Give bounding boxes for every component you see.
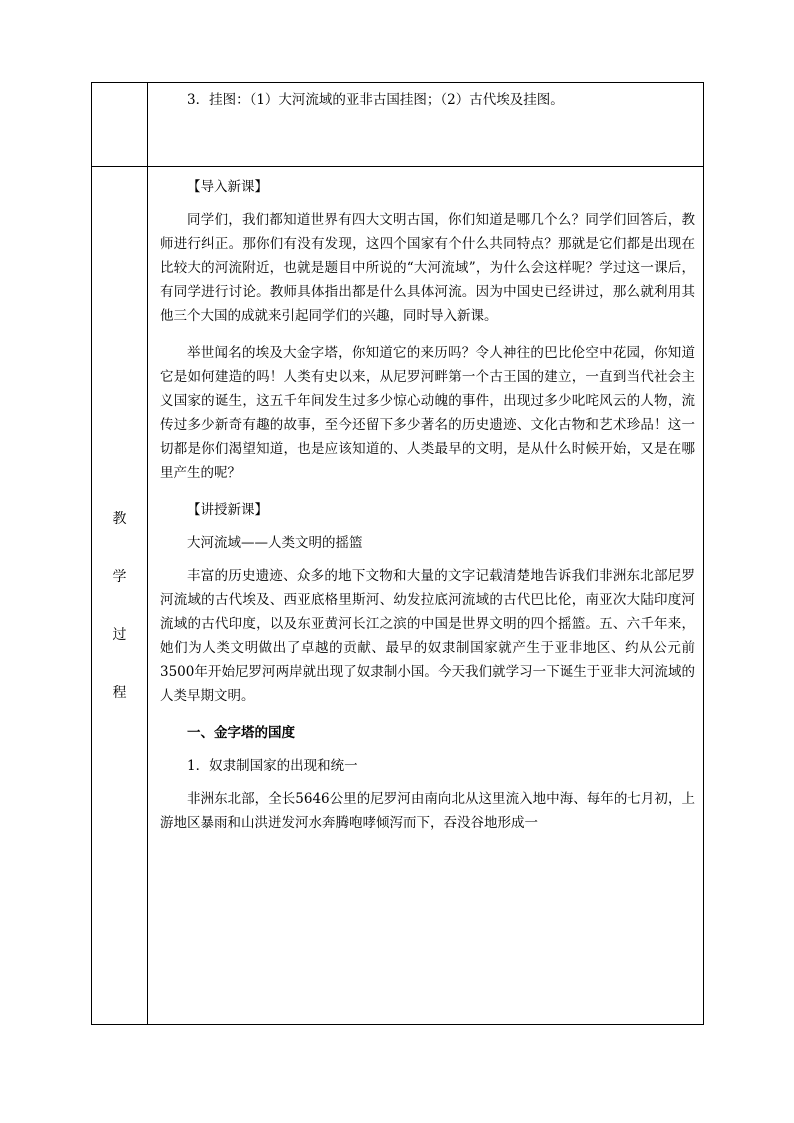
teaching-process-content-cell (148, 167, 704, 1025)
intro-paragraph-1: 同学们，我们都知道世界有四大文明古国，你们知道是哪几个么？同学们回答后，教师进行纠正。那你们有没有发现，这四个国家有个什么共同特点？那就是它们都是出现在比较大的河流附近，也就是题目中所说的“大河流域”，为什么会这样呢？学过这一课后，有同学进行讨论。教师具体指出都是什么具体河流。因为中国史已经讲过，那么就利用其他三个大国的成就来引起同学们的兴趣，同时导入新课。 (160, 212, 695, 324)
section-1-paragraph-1: 非洲东北部，全长5646公里的尼罗河由南向北从这里流入地中海、每年的七月初，上游地区暴雨和山洪迸发河水奔腾咆哮倾泻而下，吞没谷地形成一 (160, 791, 695, 831)
section-label-char-2: 学 (112, 569, 127, 585)
section-label-char-4: 程 (112, 685, 127, 701)
section-label-char-1: 教 (112, 511, 127, 527)
materials-item-3: 3．挂图：（1）大河流域的亚非古国挂图；（2）古代埃及挂图。 (187, 92, 564, 108)
lesson-plan-table (91, 82, 704, 1025)
lecture-heading: 【讲授新课】 (187, 502, 268, 518)
lecture-subtitle: 大河流域——人类文明的摇篮 (187, 535, 363, 551)
section-label-char-3: 过 (112, 627, 127, 643)
section-1-subheading: 1．奴隶制国家的出现和统一 (187, 758, 358, 774)
materials-content-cell (148, 83, 704, 167)
section-label-cell (92, 167, 148, 1025)
lecture-paragraph-1: 丰富的历史遗迹、众多的地下文物和大量的文字记载清楚地告诉我们非洲东北部尼罗河流域的古代埃及、西亚底格里斯河、幼发拉底河流域的古代巴比伦，南亚次大陆印度河流域的古代印度，以及东亚黄河长江之滨的中国是世界文明的四个摇篮。五、六千年来，她们为人类文明做出了卓越的贡献、最早的奴隶制国家就产生于亚非地区、约从公元前3500年开始尼罗河两岸就出现了奴隶制小国。今天我们就学习一下诞生于亚非大河流域的人类早期文明。 (160, 568, 695, 704)
materials-row (92, 83, 704, 167)
intro-heading: 【导入新课】 (187, 179, 268, 195)
section-1-heading: 一、金字塔的国度 (187, 725, 295, 741)
materials-label-cell (92, 83, 148, 167)
intro-paragraph-2: 举世闻名的埃及大金字塔，你知道它的来历吗？令人神往的巴比伦空中花园，你知道它是如何建造的吗！人类有史以来，从尼罗河畔第一个古王国的建立，一直到当代社会主义国家的诞生，这五千年间发生过多少惊心动魄的事件，出现过多少叱咤风云的人物，流传过多少新奇有趣的故事，至今还留下多少著名的历史遗迹、文化古物和艺术珍品！这一切都是你们渴望知道，也是应该知道的、人类最早的文明，是从什么时候开始，又是在哪里产生的呢？ (160, 345, 695, 481)
section-label (92, 507, 147, 739)
teaching-process-row (92, 167, 704, 1025)
